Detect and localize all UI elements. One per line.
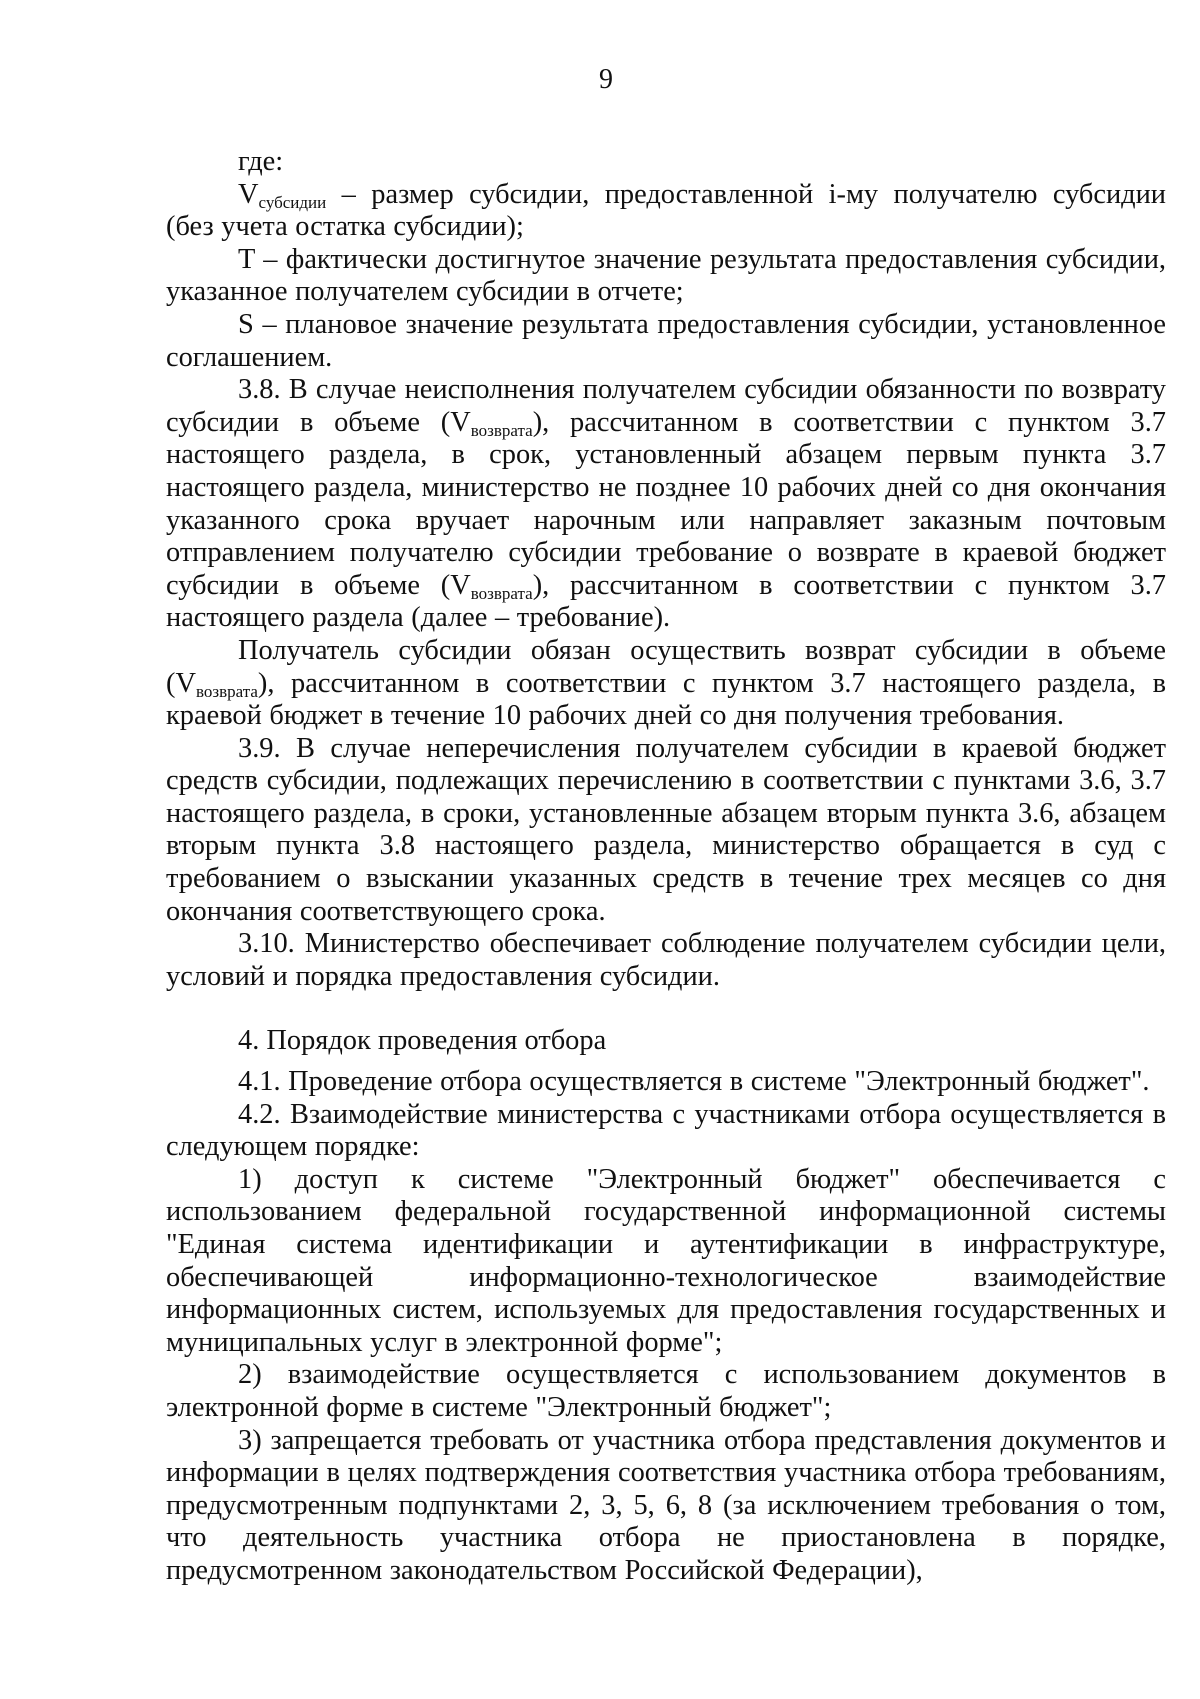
subscript-return: возврата	[470, 583, 533, 603]
subscript-subsidy: субсидии	[258, 192, 327, 212]
text-segment: 3.8. В случае неисполнения получателем субсидии обязанности по возврату субсидии в объеме (V	[166, 374, 1166, 438]
paragraph-3-8	[166, 374, 1166, 635]
paragraph-recipient-obliged	[166, 635, 1166, 733]
paragraph-3-9: 3.9. В случае неперечисления получателем субсидии в краевой бюджет средств субсидии, подлежащих перечислению в соответствии с пунктами 3.6, 3.7 настоящего раздела, в сроки, установленные абзацем вторым пункта 3.6, абзацем вторым пункта 3.8 настоящего раздела, министерство обращается в суд с требованием о взыскании указанных средств в течение трех месяцев со дня окончания соответствующего срока.	[166, 732, 1166, 927]
paragraph-s-definition: S – плановое значение результата предоставления субсидии, установленное соглашением.	[166, 308, 1166, 373]
list-item-1: 1) доступ к системе "Электронный бюджет" обеспечивается с использованием федеральной государственной информационной системы "Единая система идентификации и аутентификации в инфраструктуре, обеспечивающей информационно-технологическое взаимодействие информационных систем, используемых для предоставления государственных и муниципальных услуг в электронной форме";	[166, 1163, 1166, 1358]
paragraph-4-2: 4.2. Взаимодействие министерства с участниками отбора осуществляется в следующем порядке:	[166, 1098, 1166, 1163]
document-body	[166, 146, 1166, 1588]
subscript-return: возврата	[470, 420, 533, 440]
paragraph-t-definition: T – фактически достигнутое значение результата предоставления субсидии, указанное получателем субсидии в отчете;	[166, 243, 1166, 308]
paragraph-3-10: 3.10. Министерство обеспечивает соблюдение получателем субсидии цели, условий и порядка предоставления субсидии.	[166, 928, 1166, 992]
text-segment: ), рассчитанном в соответствии с пунктом 3.7 настоящего раздела, в краевой бюджет в течение 10 рабочих дней со дня получения требования.	[166, 667, 1166, 732]
list-item-3: 3) запрещается требовать от участника отбора представления документов и информации в целях подтверждения соответствия участника отбора требованиям, предусмотренным подпунктами 2, 3, 5, 6, 8 (за исключением требования о том, что деятельность участника отбора не приостановлена в порядке, предусмотренном законодательством Российской Федерации),	[166, 1424, 1166, 1586]
text-segment: Получатель субсидии обязан осуществить возврат субсидии в объеме (V	[166, 634, 1166, 699]
paragraph-4-1: 4.1. Проведение отбора осуществляется в системе "Электронный бюджет".	[238, 1066, 1150, 1098]
paragraph-v-subsidy	[166, 179, 1166, 244]
section-heading-4: 4. Порядок проведения отбора	[238, 1025, 607, 1057]
paragraph-where: где:	[238, 146, 284, 177]
text-segment: ), рассчитанном в соответствии с пунктом 3.7 настоящего раздела (далее – требование).	[166, 569, 1166, 634]
page-number: 9	[599, 64, 613, 95]
list-item-2: 2) взаимодействие осуществляется с использованием документов в электронной форме в системе "Электронный бюджет";	[166, 1359, 1166, 1423]
definition-text: – размер субсидии, предоставленной i-му получателю субсидии (без учета остатка субсидии);	[166, 178, 1166, 243]
text-segment: ), рассчитанном в соответствии с пунктом 3.7 настоящего раздела, в срок, установленный абзацем первым пункта 3.7 настоящего раздела, министерство не позднее 10 рабочих дней со дня окончания указанного срока вручает нарочным или направляет заказным почтовым отправлением получателю субсидии требование о возврате в краевой бюджет субсидии в объеме (V	[166, 406, 1166, 601]
variable-v: V	[238, 178, 259, 210]
subscript-return: возврата	[195, 681, 258, 701]
